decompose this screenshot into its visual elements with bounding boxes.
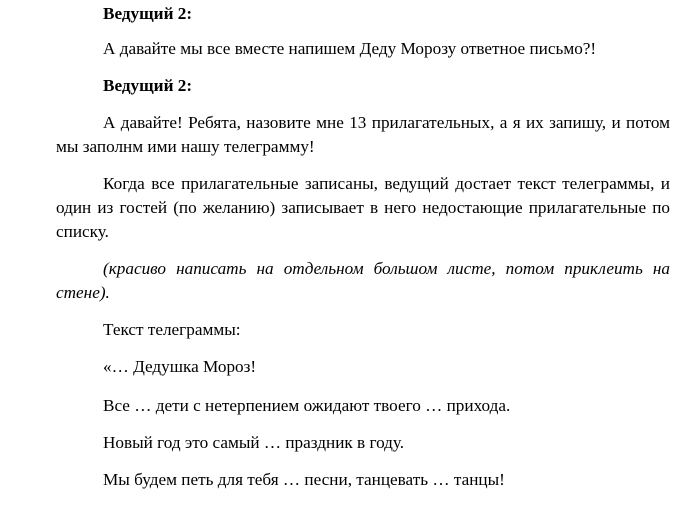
telegram-line: Новый год это самый … праздник в году. (103, 433, 405, 452)
paragraph: Текст телеграммы: (103, 320, 241, 339)
speaker-heading: Ведущий 2: (103, 76, 193, 95)
paragraph: А давайте мы все вместе напишем Деду Морозу ответное письмо?! (103, 39, 597, 58)
paragraph: Когда все прилагательные записаны, ведущий достает текст телеграммы, и один из гостей (по желанию) записывает в него недостающие прилагательные по списку. (56, 174, 670, 241)
stage-direction: (красиво написать на отдельном большом листе, потом приклеить на стене). (56, 259, 670, 302)
paragraph: А давайте! Ребята, назовите мне 13 прилагательных, а я их запишу, и потом мы заполнм ими нашу телеграмму! (56, 113, 670, 156)
telegram-line: «… Дедушка Мороз! (103, 357, 257, 376)
telegram-line: Все … дети с нетерпением ожидают твоего … прихода. (103, 396, 511, 415)
speaker-heading: Ведущий 2: (103, 4, 193, 23)
telegram-line: Мы будем петь для тебя … песни, танцевать … танцы! (103, 470, 505, 489)
